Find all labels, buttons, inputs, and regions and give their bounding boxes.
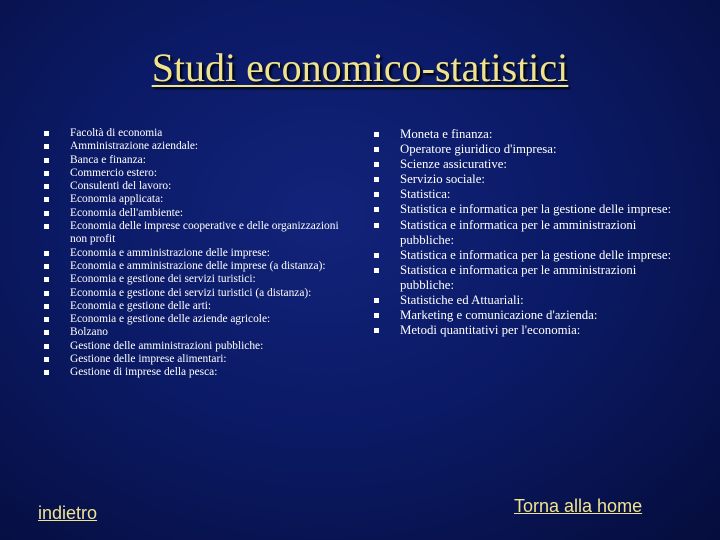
- square-bullet-icon: [374, 132, 379, 137]
- course-item-label: Gestione delle amministrazioni pubbliche:: [70, 339, 264, 352]
- square-bullet-icon: [44, 344, 49, 349]
- square-bullet-icon: [374, 268, 379, 273]
- left-course-list: [44, 127, 344, 380]
- course-item-label: Statistica:: [400, 187, 451, 202]
- course-item: [374, 248, 674, 263]
- course-item: [44, 353, 344, 366]
- course-item: [44, 207, 344, 220]
- course-item: [44, 140, 344, 153]
- course-item-label: Facoltà di economia: [70, 127, 163, 139]
- course-item-label: Moneta e finanza:: [400, 127, 493, 141]
- course-item: [44, 366, 344, 379]
- square-bullet-icon: [44, 317, 49, 322]
- square-bullet-icon: [44, 158, 49, 163]
- course-item-label: Operatore giuridico d'impresa:: [400, 142, 557, 157]
- square-bullet-icon: [44, 171, 49, 176]
- square-bullet-icon: [374, 328, 379, 333]
- course-item: [374, 127, 674, 142]
- course-item-label: Economia applicata:: [70, 193, 164, 206]
- course-item: [44, 193, 344, 206]
- course-item-label: Banca e finanza:: [70, 153, 146, 166]
- square-bullet-icon: [374, 298, 379, 303]
- course-item-label: Scienze assicurative:: [400, 157, 507, 172]
- square-bullet-icon: [374, 147, 379, 152]
- course-item-label: Economia e amministrazione delle imprese:: [70, 246, 270, 259]
- square-bullet-icon: [44, 184, 49, 189]
- home-link[interactable]: Torna alla home: [514, 496, 643, 516]
- course-item-label: Statistica e informatica per la gestione delle imprese:: [400, 202, 672, 217]
- course-item: [44, 167, 344, 180]
- course-item: [44, 260, 344, 273]
- course-item-label: Statistica e informatica per le amministrazioni pubbliche:: [400, 262, 637, 292]
- square-bullet-icon: [374, 223, 379, 228]
- course-item-label: Servizio sociale:: [400, 172, 485, 187]
- course-item-label: Statistica e informatica per le amministrazioni pubbliche:: [400, 217, 637, 247]
- course-item: [44, 127, 344, 140]
- back-link[interactable]: indietro: [38, 503, 98, 523]
- square-bullet-icon: [374, 192, 379, 197]
- square-bullet-icon: [374, 162, 379, 167]
- course-item: [374, 308, 674, 323]
- square-bullet-icon: [374, 253, 379, 258]
- course-item-label: Economia e amministrazione delle imprese (a distanza):: [70, 259, 326, 272]
- course-item-label: Economia dell'ambiente:: [70, 206, 184, 219]
- course-item-label: Economia e gestione delle arti:: [70, 299, 212, 312]
- course-item: [44, 287, 344, 300]
- square-bullet-icon: [44, 131, 49, 136]
- course-item: [44, 154, 344, 167]
- right-course-list: [374, 127, 674, 338]
- course-item-label: Gestione di imprese della pesca:: [70, 366, 218, 379]
- square-bullet-icon: [44, 370, 49, 375]
- square-bullet-icon: [44, 357, 49, 362]
- course-item-label: Marketing e comunicazione d'azienda:: [400, 308, 598, 323]
- square-bullet-icon: [44, 251, 49, 256]
- square-bullet-icon: [44, 330, 49, 335]
- square-bullet-icon: [44, 144, 49, 149]
- course-item: [44, 273, 344, 286]
- course-item-label: Economia delle imprese cooperative e delle organizzazioni non profit: [70, 220, 339, 246]
- square-bullet-icon: [44, 197, 49, 202]
- course-item: [44, 180, 344, 193]
- course-item-label: Economia e gestione dei servizi turistici:: [70, 273, 256, 286]
- page-title-wrap: [0, 44, 720, 91]
- course-item-label: Consulenti del lavoro:: [70, 180, 172, 193]
- square-bullet-icon: [44, 224, 49, 229]
- course-item-label: Bolzano: [70, 326, 108, 339]
- course-item: [44, 300, 344, 313]
- course-item: [374, 142, 674, 157]
- square-bullet-icon: [374, 177, 379, 182]
- course-item: [374, 157, 674, 172]
- course-item-label: Statistica e informatica per la gestione delle imprese:: [400, 247, 672, 262]
- course-item-label: Amministrazione aziendale:: [70, 140, 199, 153]
- course-item: [44, 220, 344, 247]
- course-item: [374, 323, 674, 338]
- course-item-label: Metodi quantitativi per l'economia:: [400, 323, 581, 338]
- course-item-label: Economia e gestione dei servizi turistici (a distanza):: [70, 286, 312, 299]
- course-item-label: Commercio estero:: [70, 166, 157, 179]
- course-item-label: Economia e gestione delle aziende agricole:: [70, 313, 271, 326]
- square-bullet-icon: [44, 304, 49, 309]
- course-item: [44, 326, 344, 339]
- course-item: [374, 187, 674, 202]
- square-bullet-icon: [44, 211, 49, 216]
- square-bullet-icon: [44, 291, 49, 296]
- course-item: [374, 263, 674, 293]
- course-item: [44, 313, 344, 326]
- course-item: [374, 202, 674, 217]
- course-item-label: Gestione delle imprese alimentari:: [70, 353, 227, 366]
- course-item: [44, 340, 344, 353]
- square-bullet-icon: [374, 313, 379, 318]
- page-title: Studi economico-statistici: [151, 45, 569, 90]
- course-item-label: Statistiche ed Attuariali:: [400, 293, 524, 308]
- square-bullet-icon: [44, 264, 49, 269]
- course-item: [374, 293, 674, 308]
- course-item: [374, 218, 674, 248]
- square-bullet-icon: [374, 207, 379, 212]
- course-item: [44, 247, 344, 260]
- course-item: [374, 172, 674, 187]
- square-bullet-icon: [44, 277, 49, 282]
